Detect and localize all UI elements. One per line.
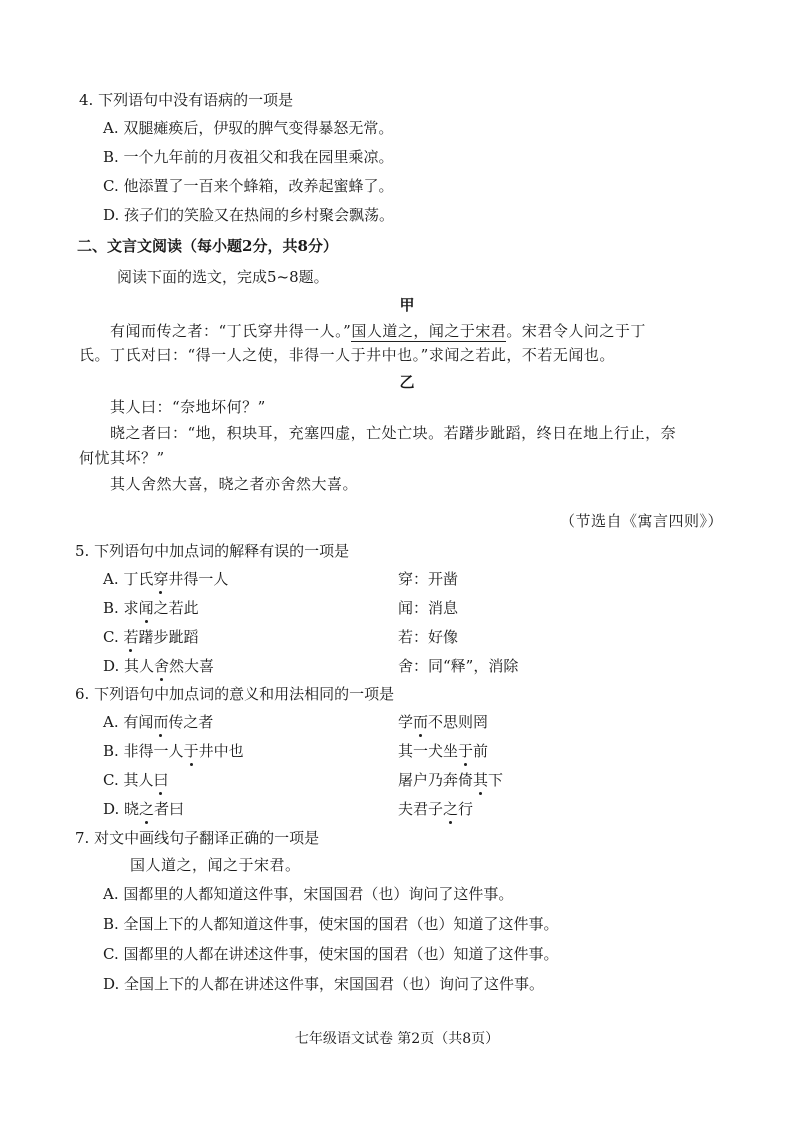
passage-source: （节选自《寓言四则》） — [560, 512, 724, 530]
dotted-word: 舍 — [154, 657, 170, 675]
dotted-word: 之 — [443, 800, 459, 818]
q5-row-c-left — [103, 627, 199, 647]
q6-text: B. 非得一人 — [103, 742, 184, 760]
q7-sentence: 国人道之，闻之于宋君。 — [130, 856, 301, 874]
q4-stem: 4. 下列语句中没有语病的一项是 — [79, 91, 294, 109]
q5-row-c-right: 若：好像 — [398, 628, 459, 646]
q6-row-d-left — [103, 799, 184, 819]
q5-text: A. 丁氏 — [103, 570, 154, 588]
q4-option-d: D. 孩子们的笑脸又在热闹的乡村聚会飘荡。 — [103, 206, 395, 224]
q6-text: 屠户乃奔倚 — [398, 771, 474, 789]
dotted-word: 穿 — [153, 570, 169, 588]
q5-text: 之若此 — [153, 599, 199, 617]
q5-row-b-right: 闻：消息 — [398, 599, 459, 617]
dotted-word: 于 — [458, 742, 474, 760]
q6-stem: 6. 下列语句中加点词的意义和用法相同的一项是 — [75, 685, 395, 703]
passage-yi-line-2: 晓之者曰：“地，积块耳，充塞四虚，亡处亡块。若躇步跐蹈，终日在地上行止，奈 — [110, 424, 677, 442]
dotted-word: 若 — [123, 628, 139, 646]
q6-text: 井中也 — [198, 742, 244, 760]
q7-option-a: A. 国都里的人都知道这件事，宋国国君（也）询问了这件事。 — [103, 885, 514, 903]
q6-row-c-right — [398, 770, 503, 790]
dotted-word: 其 — [473, 771, 489, 789]
section-instruction: 阅读下面的选文，完成5~8题。 — [117, 268, 329, 286]
q5-text: B. 求 — [103, 599, 139, 617]
q5-text: C. — [103, 628, 124, 646]
q6-text: 行 — [458, 800, 474, 818]
q5-text: 躇步跐蹈 — [138, 628, 199, 646]
dotted-word: 之 — [139, 800, 155, 818]
q6-text: C. 其人 — [103, 771, 154, 789]
q6-text: 夫君子 — [398, 800, 444, 818]
q5-text: 然大喜 — [169, 657, 215, 675]
page-footer: 七年级语文试卷 第2页（共8页） — [294, 1031, 500, 1047]
q6-text: 下 — [488, 771, 504, 789]
q6-row-b-right — [398, 741, 488, 761]
passage-jia-text: 。宋君令人问之于丁 — [506, 322, 646, 340]
underlined-sentence: 国人道之，闻之于宋君 — [351, 322, 507, 340]
passage-yi-line-3: 何忧其坏？” — [79, 449, 165, 467]
q6-text: 其一犬坐 — [398, 742, 459, 760]
passage-jia-label: 甲 — [399, 296, 415, 314]
q6-row-c-left — [103, 770, 169, 790]
q4-option-c: C. 他添置了一百来个蜂箱，改养起蜜蜂了。 — [103, 177, 394, 195]
q6-text: A. 有闻 — [103, 713, 154, 731]
q6-row-a-left — [103, 712, 213, 732]
q5-row-d-right: 舍：同“释”，消除 — [398, 657, 519, 675]
passage-yi-label: 乙 — [399, 373, 415, 391]
q5-text: 井得一人 — [168, 570, 229, 588]
passage-jia-text: 有闻而传之者：“丁氏穿井得一人。” — [110, 322, 352, 340]
passage-jia-line-2: 氏。丁氏对曰：“得一人之使，非得一人于井中也。”求闻之若此，不若无闻也。 — [79, 346, 615, 364]
q7-option-c: C. 国都里的人都在讲述这件事，使宋国的国君（也）知道了这件事。 — [103, 945, 559, 963]
q6-text: 传之者 — [168, 713, 214, 731]
q6-text: 学 — [398, 713, 414, 731]
q5-text: D. 其人 — [103, 657, 155, 675]
q6-text: 不思则罔 — [428, 713, 489, 731]
dotted-word: 曰 — [153, 771, 169, 789]
q5-row-d-left — [103, 656, 214, 676]
passage-jia-line-1 — [110, 321, 646, 341]
q5-row-a-right: 穿：开凿 — [398, 570, 459, 588]
q4-option-b: B. 一个九年前的月夜祖父和我在园里乘凉。 — [103, 148, 394, 166]
dotted-word: 于 — [183, 742, 199, 760]
q6-row-d-right — [398, 799, 473, 819]
q6-text: 者曰 — [154, 800, 185, 818]
section-heading: 二、文言文阅读（每小题2分，共8分） — [77, 237, 338, 255]
dotted-word: 闻 — [138, 599, 154, 617]
q5-stem: 5. 下列语句中加点词的解释有误的一项是 — [75, 542, 350, 560]
passage-yi-line-4: 其人舍然大喜，晓之者亦舍然大喜。 — [110, 475, 359, 493]
q4-option-a: A. 双腿瘫痪后，伊驭的脾气变得暴怒无常。 — [103, 119, 394, 137]
q6-row-a-right — [398, 712, 488, 732]
q7-option-d: D. 全国上下的人都在讲述这件事，宋国国君（也）询问了这件事。 — [103, 975, 545, 993]
q6-text: D. 晓 — [103, 800, 140, 818]
dotted-word: 而 — [153, 713, 169, 731]
q6-text: 前 — [473, 742, 489, 760]
q5-row-a-left — [103, 569, 228, 589]
dotted-word: 而 — [413, 713, 429, 731]
passage-yi-line-1: 其人曰：“奈地坏何？” — [110, 398, 266, 416]
q5-row-b-left — [103, 598, 199, 618]
q6-row-b-left — [103, 741, 244, 761]
q7-option-b: B. 全国上下的人都知道这件事，使宋国的国君（也）知道了这件事。 — [103, 915, 559, 933]
q7-stem: 7. 对文中画线句子翻译正确的一项是 — [75, 829, 320, 847]
